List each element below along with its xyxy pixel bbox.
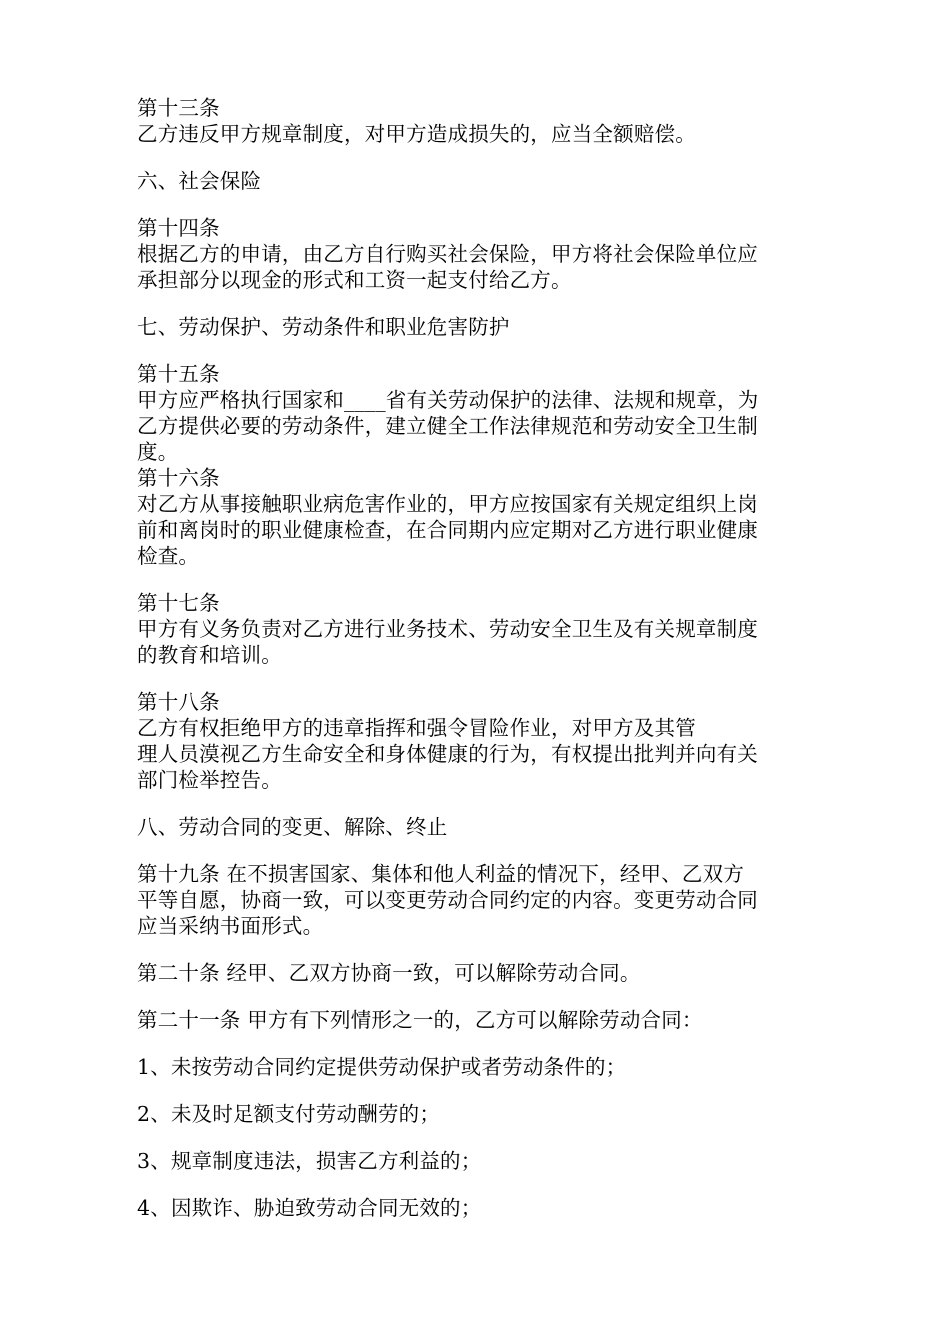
article-20-text: 第二十条 经甲、乙双方协商一致，可以解除劳动合同。 xyxy=(137,961,641,985)
article-16-text: 对乙方从事接触职业病危害作业的，甲方应按国家有关规定组织上岗 xyxy=(137,492,758,516)
article-13-text: 乙方违反甲方规章制度，对甲方造成损失的，应当全额赔偿。 xyxy=(137,122,696,146)
article-18-text: 理人员漠视乙方生命安全和身体健康的行为，有权提出批判并向有关 xyxy=(137,742,758,766)
document-page xyxy=(137,95,817,1221)
section-7-heading: 七、劳动保护、劳动条件和职业危害防护 xyxy=(137,315,510,339)
list-item: 3、规章制度违法，损害乙方利益的； xyxy=(137,1149,482,1173)
article-13-heading: 第十三条 xyxy=(137,96,220,120)
article-19-text: 应当采纳书面形式。 xyxy=(137,914,324,938)
article-21-text: 第二十一条 甲方有下列情形之一的，乙方可以解除劳动合同： xyxy=(137,1008,703,1032)
article-16-text: 前和离岗时的职业健康检查，在合同期内应定期对乙方进行职业健康 xyxy=(137,518,758,542)
article-15-text: 甲方应严格执行国家和____省有关劳动保护的法律、法规和规章，为 xyxy=(137,388,759,412)
section-8-heading: 八、劳动合同的变更、解除、终止 xyxy=(137,815,448,839)
article-19-text: 平等自愿，协商一致，可以变更劳动合同约定的内容。变更劳动合同 xyxy=(137,888,758,912)
article-14-heading: 第十四条 xyxy=(137,216,220,240)
article-18-heading: 第十八条 xyxy=(137,690,220,714)
article-15-text: 度。 xyxy=(137,440,179,464)
article-16-heading: 第十六条 xyxy=(137,466,220,490)
article-19-text: 第十九条 在不损害国家、集体和他人利益的情况下，经甲、乙双方 xyxy=(137,862,745,886)
article-15-heading: 第十五条 xyxy=(137,362,220,386)
article-18-text: 部门检举控告。 xyxy=(137,768,282,792)
article-14-text: 承担部分以现金的形式和工资一起支付给乙方。 xyxy=(137,268,572,292)
article-15-text: 乙方提供必要的劳动条件，建立健全工作法律规范和劳动安全卫生制 xyxy=(137,414,758,438)
list-item: 4、因欺诈、胁迫致劳动合同无效的； xyxy=(137,1196,482,1220)
article-17-text: 的教育和培训。 xyxy=(137,643,282,667)
article-17-heading: 第十七条 xyxy=(137,591,220,615)
article-17-text: 甲方有义务负责对乙方进行业务技术、劳动安全卫生及有关规章制度 xyxy=(137,617,758,641)
article-18-text: 乙方有权拒绝甲方的违章指挥和强令冒险作业，对甲方及其管 xyxy=(137,716,696,740)
list-item: 1、未按劳动合同约定提供劳动保护或者劳动条件的； xyxy=(137,1055,627,1079)
section-6-heading: 六、社会保险 xyxy=(137,169,262,193)
article-16-text: 检查。 xyxy=(137,544,200,568)
list-item: 2、未及时足额支付劳动酬劳的； xyxy=(137,1102,441,1126)
article-14-text: 根据乙方的申请，由乙方自行购买社会保险，甲方将社会保险单位应 xyxy=(137,242,758,266)
